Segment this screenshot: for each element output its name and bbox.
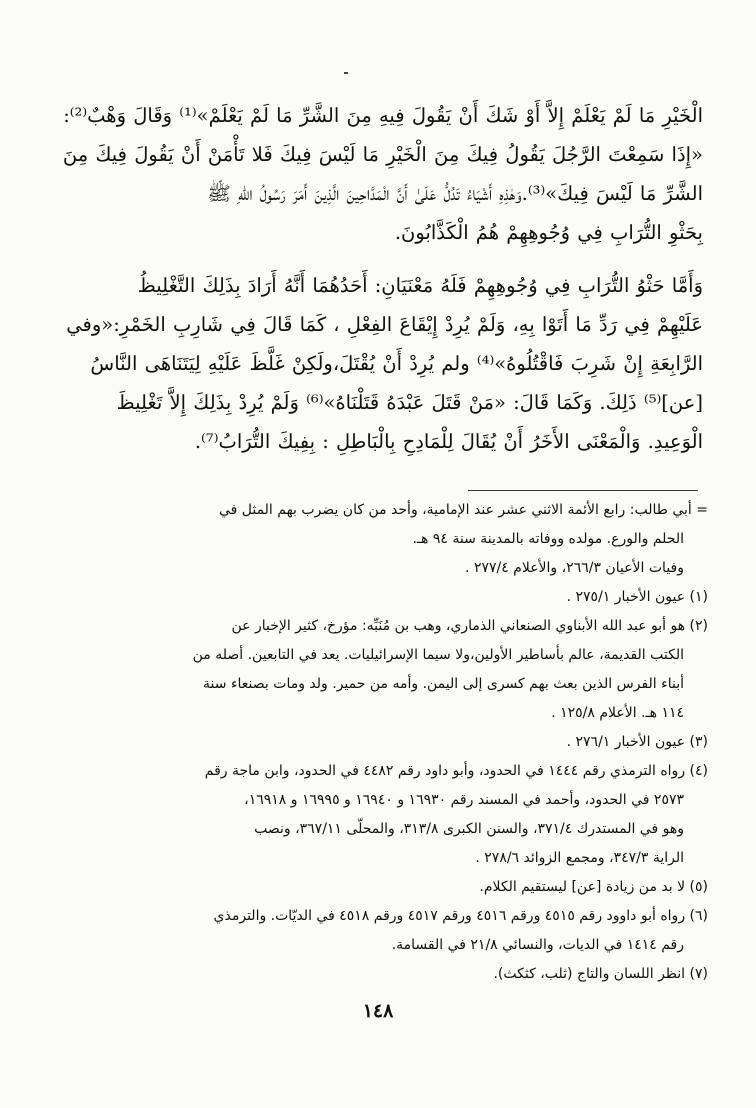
- text-line: «إِذَا سَمِعْتَ الرَّجُلَ يَقُولُ فِيكَ مِنَ الْخَيْرِ مَا لَيْسَ فِيكَ فَلا تَأْمَنْ أَنْ يَقُولَ فِيكَ مِنَ: [62, 143, 703, 166]
- footnote-line: الكتب القديمة، عالم بأساطير الأولين،ولا سيما الإسرائيليات. يعد في التابعين. أصله من: [192, 647, 684, 663]
- footnote-line: (١) عيون الأخبار ٢٧٥/١ .: [566, 589, 708, 605]
- footnote-line: ٢٥٧٣ في الحدود، وأحمد في المسند رقم ١٦٩٣٠ و ١٦٩٤٠ و ١٦٩٩٥ و ١٦٩١٨،: [244, 792, 684, 808]
- footnote-line: (٧) انظر اللسان والتاج (ثلب، كثكث).: [493, 966, 708, 982]
- footnote-line: (٦) رواه أبو داوود رقم ٤٥١٥ ورقم ٤٥١٦ ورقم ٤٥١٧ ورقم ٤٥١٨ في الديّات. والترمذي: [213, 908, 708, 924]
- footnote-line: (٣) عيون الأخبار ٢٧٦/١ .: [566, 734, 708, 750]
- footnote-line: ١١٤ هـ. الأعلام ١٢٥/٨ .: [551, 705, 684, 721]
- footnote-line: (٤) رواه الترمذي رقم ١٤٤٤ في الحدود، وأبو داود رقم ٤٤٨٢ في الحدود، وابن ماجة رقم: [204, 763, 708, 779]
- footnote-line: وهو في المستدرك ٣٧١/٤، والسنن الكبرى ٣١٣/٨، والمحلّى ٣٦٧/١١، ونصب: [254, 821, 684, 837]
- text-line: عَلَيْهِمْ فِي رَدِّ مَا أَتَوْا بِهِ، وَلَمْ يُرِدْ إِيْقَاعَ الفِعْلِ ، كَمَا قَالَ فِي شَارِبِ الخَمْرِ:«وفي: [66, 313, 703, 336]
- footnote-line: وفيات الأعيان ٢٦٦/٣، والأعلام ٢٧٧/٤ .: [465, 560, 684, 576]
- footnote-line: أبناء الفرس الذين بعث بهم كسرى إلى اليمن. وأمه من حمير. ولد ومات بصنعاء سنة: [203, 676, 684, 692]
- footnote-line: (٥) لا بد من زيادة [عن] ليستقيم الكلام.: [479, 879, 708, 895]
- ink-speck: [344, 72, 348, 74]
- main-paragraph-2: [66, 266, 703, 461]
- main-paragraph-1: [62, 96, 703, 252]
- footnote-line: الحلم والورع. مولده ووفاته بالمدينة سنة ٩٤ هـ.: [412, 531, 684, 547]
- text-line: [عن]⁽⁵⁾ ذَلِكَ. وَكَمَا قَالَ: «مَنْ قَتَلَ عَبْدَهُ قَتَلْنَاهُ»⁽⁶⁾ وَلَمْ يُرِدْ بِذَلِكَ إِلاَّ تَغْلِيظَ: [116, 391, 703, 414]
- footnote-line: الراية ٣٤٧/٣، ومجمع الزوائد ٢٧٨/٦ .: [475, 850, 684, 866]
- text-line: الْوَعِيدِ. وَالْمَعْنَى الأَخَرُ أَنْ يُقَالَ لِلْمَادِحِ بِالْبَاطِلِ : بِفِيكَ التُّرَابُ⁽⁷⁾.: [194, 430, 703, 453]
- text-line: الْخَيْرِ مَا لَمْ يَعْلَمْ إِلاَّ أَوْ شَكَ أَنْ يَقُولَ فِيهِ مِنَ الشَّرِّ مَا لَمْ يَعْلَمْ»⁽¹⁾ وَقَالَ وَهْبٌ⁽²⁾:: [63, 104, 703, 127]
- page-number: ١٤٨: [362, 1000, 394, 1022]
- footnotes: [78, 496, 708, 989]
- footnote-line: (٢) هو أبو عبد الله الأبناوي الصنعاني الذماري، وهب بن مُنَبِّه: مؤرخ، كثير الإخبار عن: [231, 618, 708, 634]
- text-line: وَأَمَّا حَثْوُ التُّرَابِ فِي وُجُوهِهِمْ فَلَهُ مَعْنَيَانِ: أَحَدُهُمَا أَنَّهُ أَرَادَ بِذَلِكَ التَّغْلِيظُ: [137, 274, 703, 297]
- footnote-line: رقم ١٤١٤ في الديات، والنسائي ٢١/٨ في القسامة.: [391, 937, 684, 953]
- text-line: بِحَثْوِ التُّرَابِ فِي وُجُوهِهِمْ هُمُ الْكَذَّابُونَ.: [394, 221, 703, 244]
- footnote-divider: [468, 490, 698, 491]
- text-line: الرَّابِعَةِ إِنْ شَرِبَ فَاقْتُلُوهُ»⁽⁴⁾ ولم يُرِدْ أَنْ يُقْتَلَ،ولَكِنْ غَلَّظَ عَلَيْهِ لِيَتَنَاهَى النَّاسُ: [90, 352, 703, 375]
- footnote-line: = أبي طالب: رابع الأئمة الاثني عشر عند الإمامية، وأحد من كان يضرب بهم المثل في: [218, 502, 708, 518]
- text-line: الشَّرِّ مَا لَيْسَ فِيكَ»⁽³⁾.وَهٰذِهِ أَشْيَاءُ تَدُلُّ عَلَىٰ أَنَّ الْمَدَّاحِينَ الَّذِينَ أَمَرَ رَسُولُ اللهِ ﷺ: [207, 182, 703, 205]
